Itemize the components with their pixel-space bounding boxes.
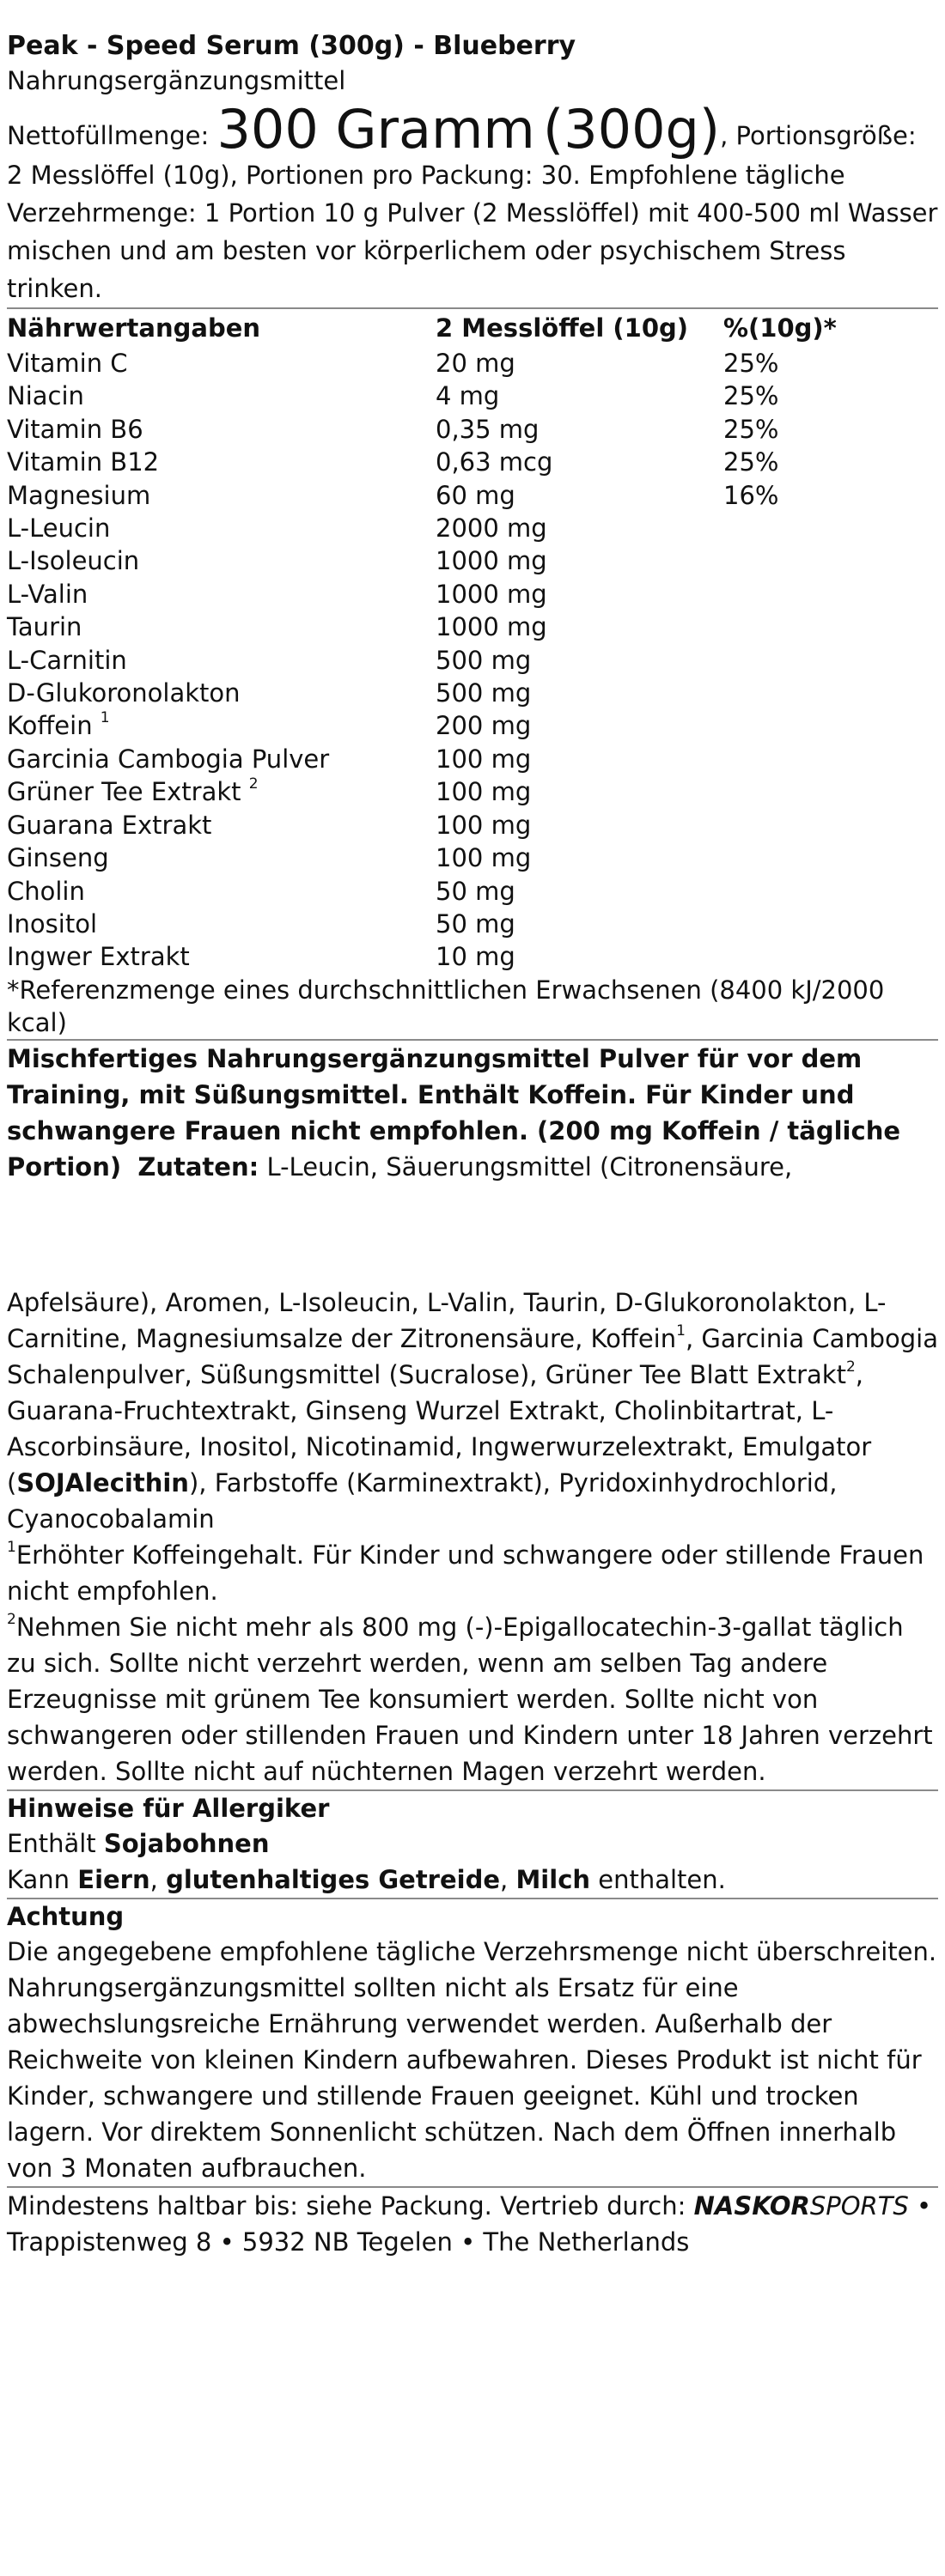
nutrition-table <box>7 309 938 974</box>
recommendation-text: 10 g Pulver (2 Messlöffel) mit 400-500 ml Wasser mischen und am besten vor körperlichem oder psychischem Stress trinken. <box>7 198 938 303</box>
warning-heading: Achtung <box>7 1901 125 1931</box>
nutrient-name: Ingwer Extrakt <box>7 942 190 972</box>
nutrient-percent <box>723 875 938 908</box>
nutrient-percent: 25% <box>723 447 779 477</box>
nutrient-amount: 50 mg <box>436 876 515 906</box>
nutrient-name: Taurin <box>7 612 82 642</box>
nutrition-row <box>7 446 938 478</box>
nutrition-row <box>7 413 938 446</box>
nutrient-percent <box>723 512 938 544</box>
warning-text: Die angegebene empfohlene tägliche Verzehrsmenge nicht überschreiten. Nahrungsergänzungsmittel sollten nicht als Ersatz für eine abwechslungsreiche Ernährung verwendet werden. Außerhalb der Reichweite von kleinen Kindern aufbewahren. Dieses Produkt ist nicht für Kinder, schwangere und stillende Frauen geeignet. Kühl und trocken lagern. Vor direktem Sonnenlicht schützen. Nach dem Öffnen innerhalb von 3 Monaten aufbrauchen. <box>7 1936 937 2183</box>
portion-grams: (10g), <box>162 161 238 190</box>
nutrient-name: Garcinia Cambogia Pulver <box>7 744 330 774</box>
recommendation-label: Empfohlene tägliche Verzehrmenge: 1 Portion <box>7 161 845 228</box>
net-quantity-value: 300 Gramm <box>216 98 535 161</box>
allergy-contains-label: Enthält <box>7 1828 96 1858</box>
nutrition-row <box>7 775 938 808</box>
allergy-may-label: Kann <box>7 1864 70 1894</box>
nutrition-row <box>7 875 938 908</box>
nutrition-header-percent: %(10g)* <box>723 313 837 343</box>
nutrient-name: Koffein $^1$ <box>7 709 110 741</box>
nutrient-name: Vitamin B6 <box>7 414 143 444</box>
footnote-2: $^2$Nehmen Sie nicht mehr als 800 mg (-)-Epigallocatechin-3-gallat täglich zu sich. Sollte nicht verzehrt werden, wenn am selben Tag andere Erzeugnisse mit grünem Tee konsumiert werden. Sollte nicht von schwangeren oder stillenden Frauen und Kindern unter 18 Jahren verzehrt werden. Sollte nicht auf nüchternen Magen verzehrt werden. <box>7 1610 933 1786</box>
nutrient-amount: 0,35 mg <box>436 414 540 444</box>
nutrient-amount: 500 mg <box>436 645 532 675</box>
net-quantity-label: Nettofüllmenge: <box>7 121 210 150</box>
portions-value: 30. <box>540 161 581 190</box>
nutrient-percent <box>723 809 938 841</box>
nutrient-percent: 25% <box>723 349 779 378</box>
nutrition-row <box>7 380 938 412</box>
allergy-may-milk: Milch <box>515 1864 591 1894</box>
portions-label: Portionen pro Packung: <box>246 161 533 190</box>
nutrient-name: Grüner Tee Extrakt $^2$ <box>7 775 259 807</box>
ingredients-section <box>7 1041 938 1537</box>
nutrient-percent <box>723 908 938 940</box>
allergen-soy: SOJAlecithin <box>16 1467 189 1498</box>
nutrition-row <box>7 841 938 874</box>
nutrient-name: L-Valin <box>7 579 88 609</box>
nutrition-header-row <box>7 309 938 347</box>
nutrient-amount: 4 mg <box>436 381 500 411</box>
nutrition-row <box>7 512 938 544</box>
portion-unit: Messlöffel <box>30 161 155 190</box>
nutrition-row <box>7 940 938 973</box>
portion-size-value: 2 <box>7 161 23 190</box>
allergy-section: Hinweise für Allergiker Enthält Sojabohnen Kann Eiern, glutenhaltiges Getreide, Milch enthalten. <box>7 1791 938 1898</box>
nutrient-name: L-Isoleucin <box>7 546 140 576</box>
nutrient-name: Guarana Extrakt <box>7 810 212 840</box>
ingredients-label: Zutaten: <box>137 1151 259 1182</box>
nutrient-amount: 60 mg <box>436 480 515 510</box>
nutrient-name: L-Leucin <box>7 513 111 544</box>
brand-logo: NASKORSPORTS <box>693 2190 909 2221</box>
ingredients-intro: Mischfertiges Nahrungsergänzungsmittel Pulver für vor dem Training, mit Süßungsmittel. Enthält Koffein. Für Kinder und schwangere Frauen nicht empfohlen. (200 mg Koffein / tägliche Portion) <box>7 1043 901 1182</box>
nutrient-name: Niacin <box>7 381 84 411</box>
nutrient-amount: 100 mg <box>436 744 532 774</box>
product-title: Peak - Speed Serum (300g) - Blueberry <box>7 31 576 61</box>
quantity-section: Nettofüllmenge: 300 Gramm (300g), Portionsgröße: 2 Messlöffel (10g), Portionen pro Packung: 30. Empfohlene tägliche Verzehrmenge: 1 Portion 10 g Pulver (2 Messlöffel) mit 400-500 ml Wasser mischen und am besten vor körperlichem oder psychischem Stress trinken. <box>7 98 938 303</box>
nutrient-name: D-Glukoronolakton <box>7 678 241 708</box>
best-before: Mindestens haltbar bis: siehe Packung. <box>7 2190 492 2221</box>
ingredients-list: Apfelsäure), Aromen, L-Isoleucin, L-Valin, Taurin, D-Glukoronolakton, L-Carnitine, Magnesiumsalze der Zitronensäure, Koffein$^1$, Garcinia Cambogia Schalenpulver, Süßungsmittel (Sucralose), Grüner Tee Blatt Extrakt$^2$, Guarana-Fruchtextrakt, Ginseng Wurzel Extrakt, Cholinbitartrat, L-Ascorbinsäure, Inositol, Nicotinamid, Ingwerwurzelextrakt, Emulgator (SOJAlecithin), Farbstoffe (Karminextrakt), Pyridoxinhydrochlorid, Cyanocobalamin <box>7 1287 938 1534</box>
nutrient-percent <box>723 578 938 611</box>
nutrient-percent <box>723 743 938 775</box>
nutrition-header-amount: 2 Messlöffel (10g) <box>436 313 689 343</box>
product-label <box>7 29 938 2260</box>
net-quantity-paren: (300g) <box>543 98 721 161</box>
nutrition-row <box>7 743 938 775</box>
nutrient-percent <box>723 644 938 677</box>
nutrient-name: Ginseng <box>7 843 109 873</box>
nutrient-percent: 16% <box>723 480 779 510</box>
nutrition-row <box>7 611 938 643</box>
nutrient-percent <box>723 544 938 577</box>
nutrient-percent <box>723 940 938 973</box>
nutrition-row <box>7 677 938 709</box>
nutrient-amount: 0,63 mcg <box>436 447 553 477</box>
nutrition-row <box>7 709 938 742</box>
warning-section <box>7 1899 938 2186</box>
nutrient-amount: 100 mg <box>436 843 532 873</box>
nutrition-rows <box>7 347 938 974</box>
nutrition-row <box>7 479 938 512</box>
nutrient-amount: 2000 mg <box>436 513 547 544</box>
nutrient-percent <box>723 709 938 742</box>
nutrient-name: Inositol <box>7 908 98 939</box>
nutrient-amount: 100 mg <box>436 810 532 840</box>
nutrient-amount: 50 mg <box>436 908 515 939</box>
allergy-may-gluten: glutenhaltiges Getreide <box>166 1864 501 1894</box>
nutrient-percent <box>723 775 938 808</box>
address: • Trappistenweg 8 • 5932 NB Tegelen • The Netherlands <box>7 2190 932 2257</box>
allergy-may-end: enthalten. <box>598 1864 726 1894</box>
nutrient-name: Magnesium <box>7 480 151 510</box>
nutrition-row <box>7 578 938 611</box>
footnote-mark: 1 <box>100 709 110 727</box>
nutrient-amount: 100 mg <box>436 777 532 807</box>
nutrient-percent <box>723 677 938 709</box>
product-category: Nahrungsergänzungsmittel <box>7 66 346 95</box>
nutrient-amount: 1000 mg <box>436 579 547 609</box>
nutrient-name: Cholin <box>7 876 85 906</box>
nutrient-percent: 25% <box>723 414 779 444</box>
nutrient-percent <box>723 611 938 643</box>
nutrient-amount: 200 mg <box>436 711 532 741</box>
nutrient-name: L-Carnitin <box>7 645 127 675</box>
nutrient-percent: 25% <box>723 381 779 411</box>
ingredients-first-part: L-Leucin, Säuerungsmittel (Citronensäure, <box>266 1151 793 1182</box>
portion-size-label: Portionsgröße: <box>735 121 917 150</box>
nutrient-percent <box>723 841 938 874</box>
nutrient-amount: 20 mg <box>436 349 515 378</box>
distributor-label: Vertrieb durch: <box>500 2190 686 2221</box>
nutrient-name: Vitamin B12 <box>7 447 160 477</box>
nutrition-row <box>7 644 938 677</box>
nutrient-amount: 1000 mg <box>436 546 547 576</box>
nutrient-amount: 10 mg <box>436 942 515 972</box>
allergy-may-eggs: Eiern <box>77 1864 150 1894</box>
nutrition-footnote: *Referenzmenge eines durchschnittlichen Erwachsenen (8400 kJ/2000 kcal) <box>7 975 885 1037</box>
nutrient-amount: 1000 mg <box>436 612 547 642</box>
allergy-heading: Hinweise für Allergiker <box>7 1793 330 1823</box>
nutrition-row <box>7 908 938 940</box>
nutrient-amount: 500 mg <box>436 678 532 708</box>
footnote-1: $^1$Erhöhter Koffeingehalt. Für Kinder und schwangere oder stillende Frauen nicht empfohlen. <box>7 1538 924 1606</box>
footnote-mark: 2 <box>248 775 259 793</box>
nutrition-row <box>7 544 938 577</box>
footer-section <box>7 2188 938 2260</box>
nutrition-row <box>7 347 938 380</box>
nutrition-header-name: Nährwertangaben <box>7 313 261 343</box>
nutrient-name: Vitamin C <box>7 349 128 378</box>
nutrition-row <box>7 809 938 841</box>
allergy-contains-value: Sojabohnen <box>103 1828 270 1858</box>
